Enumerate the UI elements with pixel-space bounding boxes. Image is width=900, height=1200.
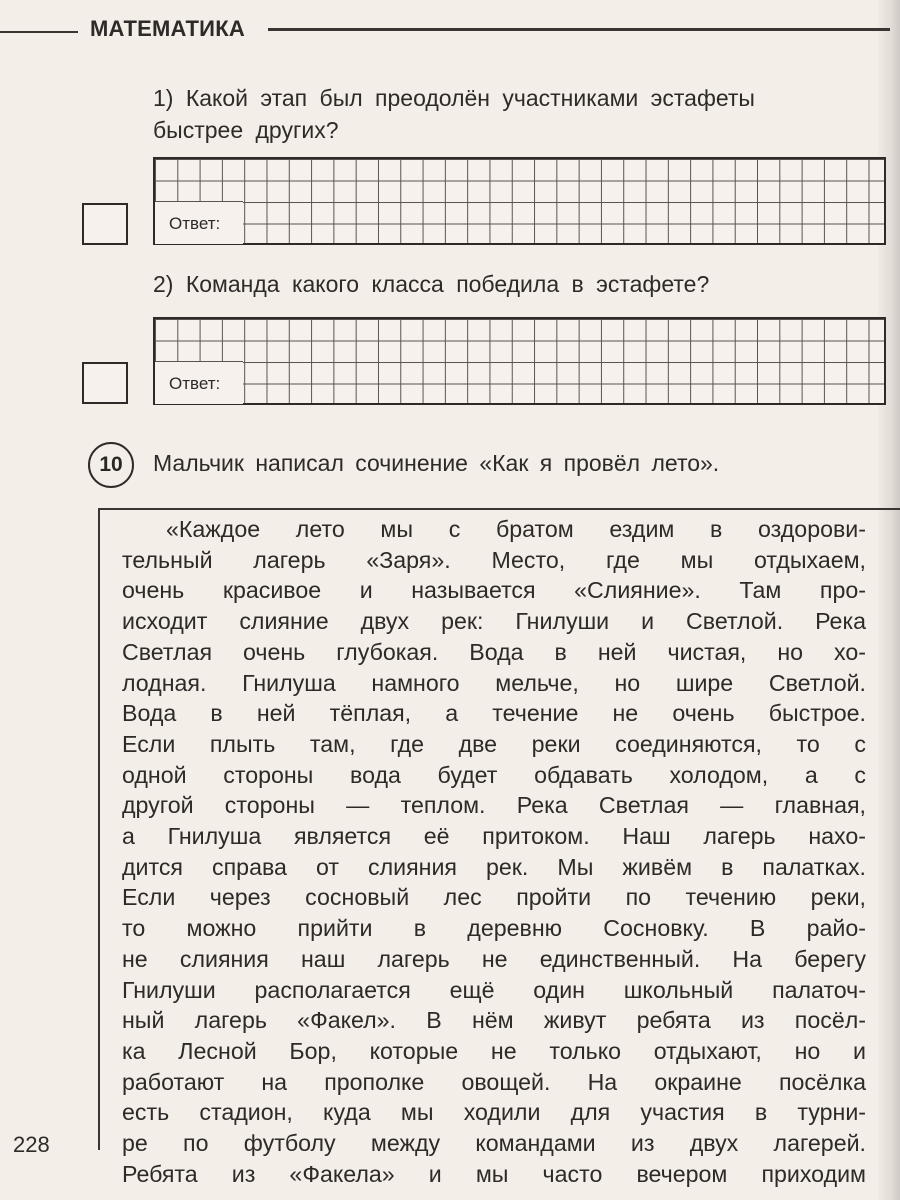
page-number: 228 (13, 1132, 50, 1157)
essay-line: ный лагерь «Факел». В нём живут ребята из посёл- (122, 1007, 866, 1034)
essay-line: исходит слияние двух рек: Гнилуши и Светлой. Река (122, 608, 866, 635)
essay-line: Ребята из «Факела» и мы часто вечером приходим (122, 1160, 866, 1187)
essay-line: дится справа от слияния рек. Мы живём в палатках. (122, 853, 866, 880)
question-1-text (153, 82, 755, 146)
essay-line: лодная. Гнилуша намного мельче, но шире Светлой. (122, 669, 866, 696)
essay-line: очень красивое и называется «Слияние». Там про- (122, 577, 866, 604)
essay-line: работают на прополке овощей. На окраине посёлка (122, 1068, 866, 1095)
score-box-question-2[interactable] (82, 362, 128, 404)
essay-line: «Каждое лето мы с братом ездим в оздорови- (166, 516, 866, 542)
essay-line: одной стороны вода будет обдавать холодом, а с (122, 761, 866, 788)
question-1-line: быстрее других? (153, 117, 339, 143)
essay-line: Светлая очень глубокая. Вода в ней чистая, но хо- (122, 638, 866, 665)
essay-line: Вода в ней тёплая, а течение не очень быстрое. (122, 700, 866, 727)
subject-heading: МАТЕМАТИКА (90, 16, 245, 41)
essay-line: ка Лесной Бор, которые не только отдыхают, но и (122, 1037, 866, 1064)
essay-line: ре по футболу между командами из двух лагерей. (122, 1130, 866, 1157)
score-box-question-1[interactable] (82, 203, 128, 245)
essay-line: Если плыть там, где две реки соединяются, то с (122, 730, 866, 757)
essay-line: есть стадион, куда мы ходили для участия в турни- (122, 1099, 866, 1126)
task-10-prompt: Мальчик написал сочинение «Как я провёл лето». (153, 450, 720, 476)
header-rule-left (0, 31, 78, 33)
answer-grid-question-2[interactable] (153, 317, 886, 405)
task-number: 10 (99, 453, 123, 476)
question-2-text: 2) Команда какого класса победила в эстафете? (153, 271, 710, 297)
essay-line: Если через сосновый лес пройти по течению реки, (122, 884, 866, 911)
essay-line: Гнилуши располагается ещё один школьный палаточ- (122, 976, 866, 1003)
answer-label: Ответ: (169, 214, 221, 233)
answer-label: Ответ: (169, 374, 221, 393)
essay-line: другой стороны — теплом. Река Светлая — главная, (122, 792, 866, 819)
essay-text (122, 514, 866, 1189)
answer-grid-question-1[interactable] (153, 157, 886, 245)
task-number-badge (88, 442, 134, 488)
header-rule-right (268, 28, 890, 31)
essay-line: а Гнилуша является её притоком. Наш лагерь нахо- (122, 823, 866, 850)
essay-line: то можно прийти в деревню Сосновку. В райо- (122, 915, 866, 942)
question-1-line: 1) Какой этап был преодолён участниками эстафеты (153, 85, 755, 111)
essay-line: не слияния наш лагерь не единственный. На берегу (122, 945, 866, 972)
essay-line: тельный лагерь «Заря». Место, где мы отдыхаем, (122, 546, 866, 573)
